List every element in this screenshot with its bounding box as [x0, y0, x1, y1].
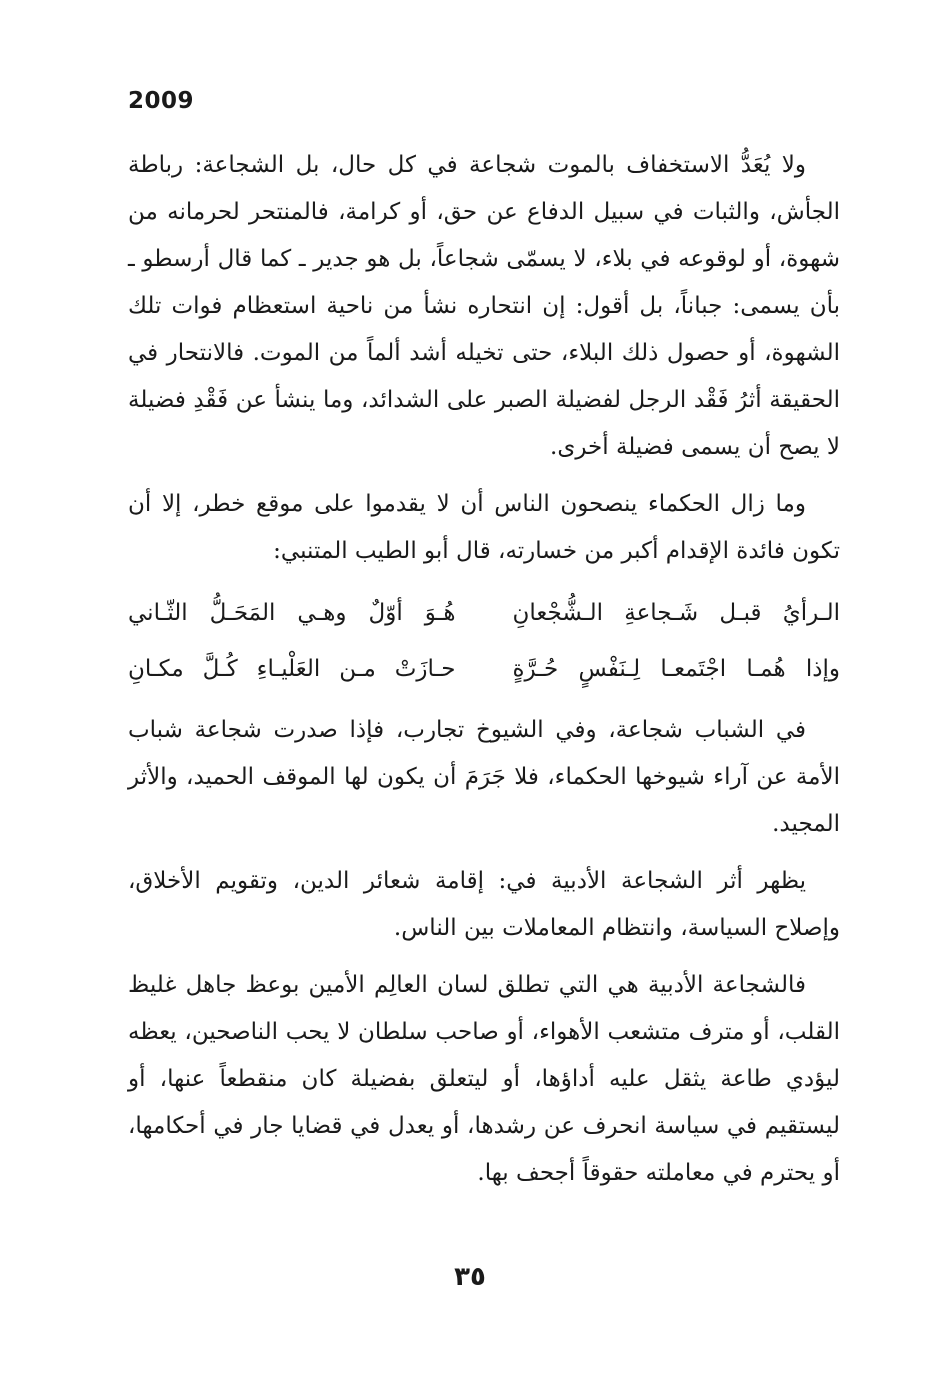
- paragraph-effects-of-courage: يظهر أثر الشجاعة الأدبية في: إقامة شعائر الدين، وتقويم الأخلاق، وإصلاح السياسة، وانتظام المعاملات بين الناس.: [128, 868, 840, 941]
- verse-second-hemistich: هُـوَ أوّلٌ وهـي المَحَـلُّ الثّـاني: [128, 600, 456, 626]
- header-number: 2009: [128, 88, 195, 114]
- page-number: ٣٥: [454, 1262, 486, 1292]
- verse-second-hemistich: حـازَتْ مـن العَلْيـاءِ كُـلَّ مكـانِ: [128, 656, 456, 682]
- paragraph-moral-courage: فالشجاعة الأدبية هي التي تطلق لسان العالِم الأمين بوعظ جاهل غليظ القلب، أو مترف متشعب الأهواء، أو صاحب سلطان لا يحب الناصحين، يعظه ليؤدي طاعة يثقل عليه أداؤها، أو ليتعلق بفضيلة كان منقطعاً عنها، أو ليستقيم في سياسة انحرف عن رشدها، أو يعدل في قضايا جار في أحكامها، أو يحترم في معاملته حقوقاً أجحف بها.: [128, 972, 840, 1186]
- paragraph-youth-and-elders: في الشباب شجاعة، وفي الشيوخ تجارب، فإذا صدرت شجاعة شباب الأمة عن آراء شيوخها الحكماء، فلا جَرَمَ أن يكون لها الموقف الحميد، والأثر المجيد.: [128, 717, 840, 837]
- verse-first-hemistich: الـرأيُ قبـل شَـجاعةِ الـشُّجْعانِ: [512, 600, 840, 626]
- verse-line: [128, 641, 840, 697]
- verse-first-hemistich: وإذا هُمـا اجْتَمعـا لِـنَفْسٍ حُـرَّةٍ: [512, 656, 840, 682]
- paragraph-wise-advice: وما زال الحكماء ينصحون الناس أن لا يقدموا على موقع خطر، إلا أن تكون فائدة الإقدام أكبر من خسارته، قال أبو الطيب المتنبي:: [128, 491, 840, 564]
- poetry-block: [128, 585, 840, 697]
- body-text: [128, 142, 840, 1207]
- paragraph-courage-definition: ولا يُعَدُّ الاستخفاف بالموت شجاعة في كل حال، بل الشجاعة: رباطة الجأش، والثبات في سبيل الدفاع عن حق، أو كرامة، فالمنتحر لحرمانه من شهوة، أو لوقوعه في بلاء، لا يسمّى شجاعاً، بل هو جدير ـ كما قال أرسطو ـ بأن يسمى: جباناً، بل أقول: إن انتحاره نشأ من ناحية استعظام فوات تلك الشهوة، أو حصول ذلك البلاء، حتى تخيله أشد ألماً من الموت. فالانتحار في الحقيقة أثرُ فَقْد الرجل لفضيلة الصبر على الشدائد، وما ينشأ عن فَقْدِ فضيلة لا يصح أن يسمى فضيلة أخرى.: [128, 152, 840, 460]
- verse-line: [128, 585, 840, 641]
